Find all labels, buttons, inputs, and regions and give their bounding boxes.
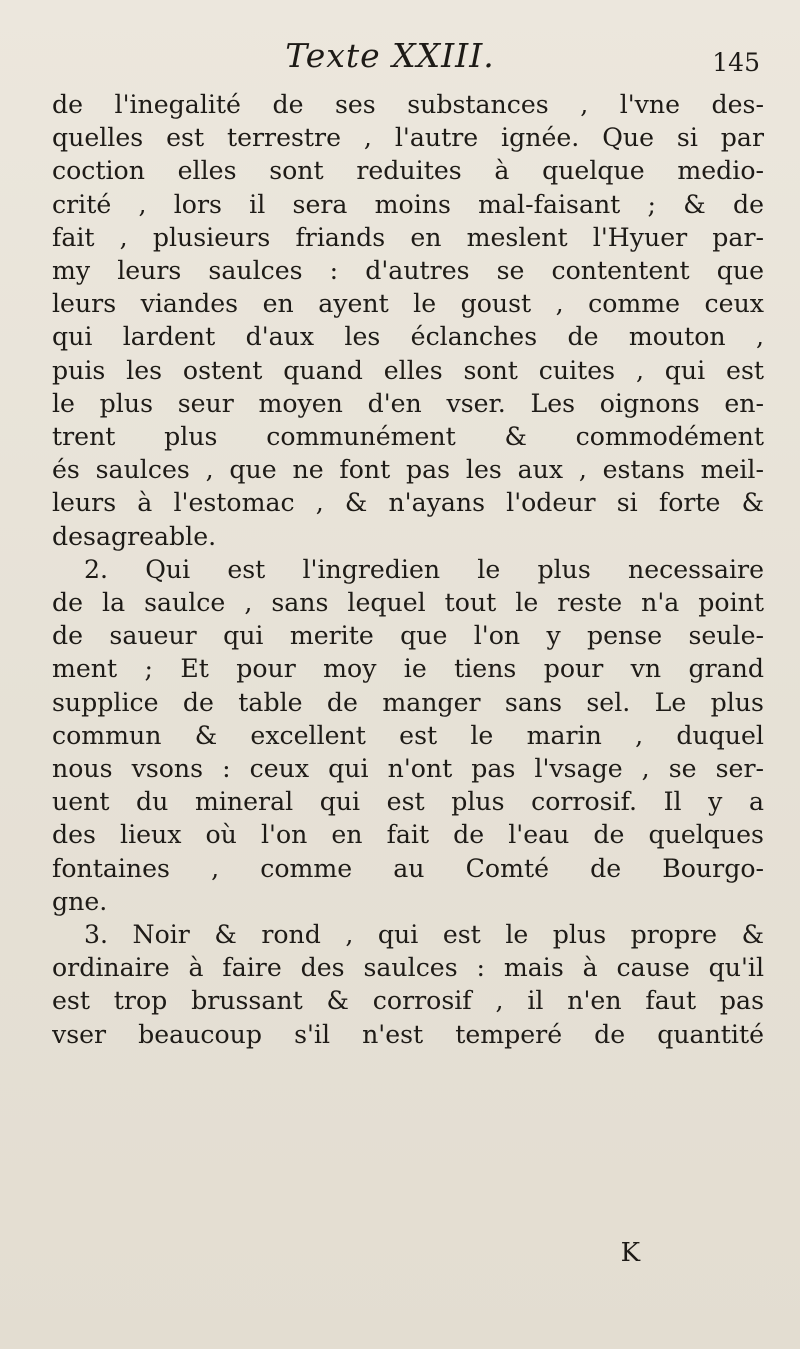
text-line: le plus seur moyen d'en vser. Les oignons en- [52, 388, 764, 418]
text-line: 3. Noir & rond , qui est le plus propre & [84, 920, 764, 950]
text-line: leurs viandes en ayent le goust , comme ceux [52, 289, 764, 319]
signature-mark: K [620, 1238, 640, 1268]
text-line: des lieux où l'on en fait de l'eau de quelques [52, 820, 764, 850]
text-line: de l'inegalité de ses substances , l'vne des- [52, 90, 764, 119]
text-line: de saueur qui merite que l'on y pense seule- [52, 621, 764, 651]
text-line: uent du mineral qui est plus corrosif. Il y a [52, 787, 764, 817]
text-line: fait , plusieurs friands en meslent l'Hyuer par- [52, 222, 764, 252]
text-line: és saulces , que ne font pas les aux , estans meil- [52, 455, 764, 485]
text-line: coction elles sont reduites à quelque medio- [52, 156, 764, 186]
text-line: commun & excellent est le marin , duquel [52, 720, 764, 750]
text-line: puis les ostent quand elles sont cuites , qui est [52, 355, 764, 385]
text-line: leurs à l'estomac , & n'ayans l'odeur si forte & [52, 488, 764, 518]
running-head [50, 36, 770, 86]
text-line: trent plus communément & commodément [52, 422, 764, 452]
text-line: est trop brussant & corrosif , il n'en faut pas [52, 986, 764, 1016]
text-line: desagreable. [52, 521, 217, 551]
body-text [52, 88, 764, 1051]
text-line: my leurs saulces : d'autres se contentent que [52, 256, 764, 286]
text-line: crité , lors il sera moins mal-faisant ; & de [52, 189, 764, 219]
text-line: supplice de table de manger sans sel. Le plus [52, 687, 764, 717]
paragraph-1 [52, 88, 764, 553]
text-line: ment ; Et pour moy ie tiens pour vn grand [52, 654, 764, 684]
text-line: qui lardent d'aux les éclanches de mouton , [52, 322, 764, 352]
text-line: nous vsons : ceux qui n'ont pas l'vsage , se ser- [52, 754, 764, 784]
page-number: 145 [712, 48, 760, 77]
text-line: de la saulce , sans lequel tout le reste n'a point [52, 588, 764, 618]
running-head-title: Texte XXIII. [285, 36, 495, 75]
text-line: fontaines , comme au Comté de Bourgo- [52, 853, 764, 883]
paragraph-3 [52, 918, 764, 1051]
text-line: 2. Qui est l'ingredien le plus necessaire [84, 554, 764, 584]
text-line: ordinaire à faire des saulces : mais à cause qu'il [52, 953, 764, 983]
text-line: gne. [52, 886, 108, 916]
paragraph-2 [52, 553, 764, 918]
text-line: quelles est terrestre , l'autre ignée. Que si par [52, 123, 764, 153]
text-line: vser beaucoup s'il n'est temperé de quantité [52, 1019, 764, 1049]
